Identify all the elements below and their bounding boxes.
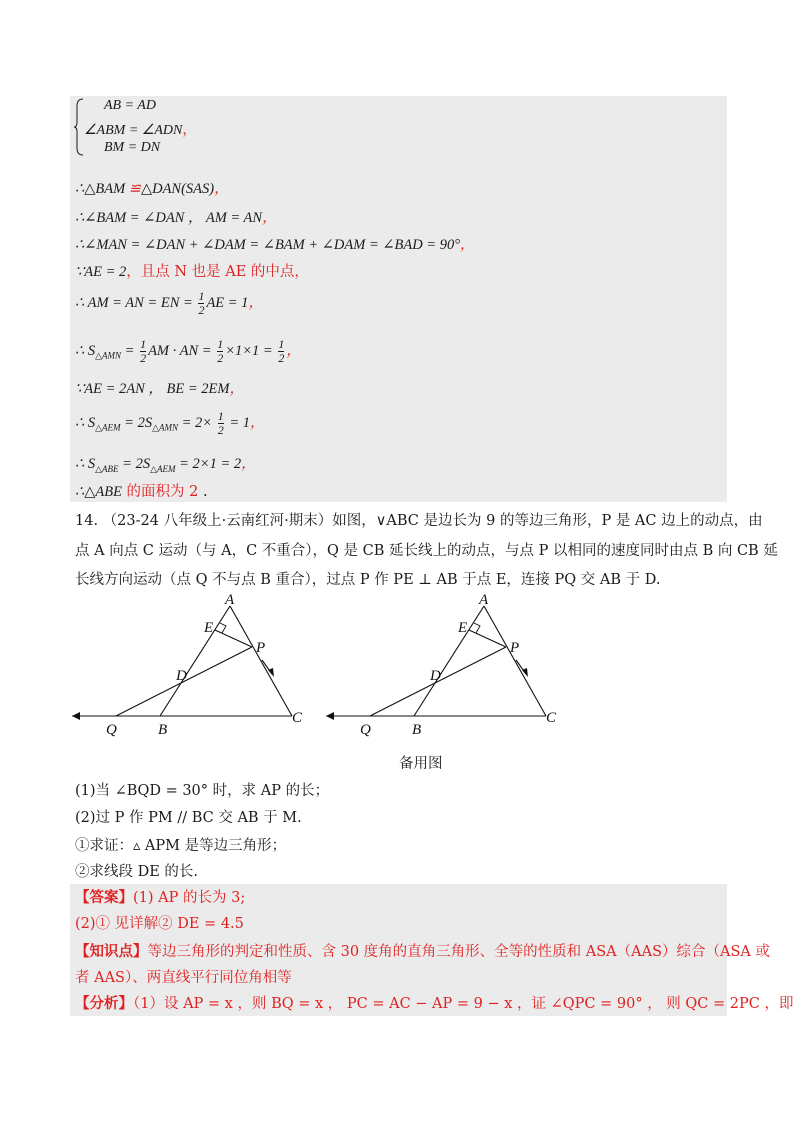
proof-line-7: ∵AE = 2AN ， BE = 2EM， xyxy=(75,381,244,397)
proof-line-9: ∴ $S_{\triangle ABE} = 2S_{\triangle AEM} = 2\times 1 = 2$， xyxy=(75,456,256,474)
proof-line-3: ∴∠MAN = ∠DAN + ∠DAM = ∠BAM + ∠DAM = ∠BAD = 90°， xyxy=(75,237,475,253)
label-p: P xyxy=(256,640,266,656)
label-e: E xyxy=(458,620,468,636)
subquestion-2a: ①求证：▵ APM 是等边三角形； xyxy=(75,838,287,854)
side-ac xyxy=(484,606,546,716)
figure-caption: 备用图 xyxy=(399,756,443,772)
side-ab xyxy=(414,606,484,716)
proof-line-1: ∴△BAM ≌△DAN(SAS)， xyxy=(75,181,229,197)
side-ab xyxy=(160,606,230,716)
label-q: Q xyxy=(106,722,117,738)
system-eq-1: AB = AD xyxy=(104,98,156,113)
question-line-1: 14. （23-24 八年级上·云南红河·期末）如图，∨ABC 是边长为 9 的等边三角形，P 是 AC 边上的动点，由 xyxy=(75,513,763,529)
label-q: Q xyxy=(360,722,371,738)
arrow-left-icon xyxy=(326,712,334,720)
proof-line-8: ∴ $S_{\triangle AEM} = 2S_{\triangle AMN} = 2\times$ $\frac{1}{2}$ = 1， xyxy=(75,409,265,437)
segment-pe xyxy=(469,630,506,647)
label-d: D xyxy=(430,668,441,684)
triangle-figure-main xyxy=(70,592,310,742)
answer-line-1: 【答案】(1) AP 的长为 3; xyxy=(75,889,246,906)
system-eq-3: BM = DN xyxy=(104,140,161,155)
right-angle-mark xyxy=(220,623,226,633)
system-eq-2: ∠ABM = ∠ADN， xyxy=(84,123,197,138)
answer-line-2: (2)① 见详解② DE = 4.5 xyxy=(75,916,244,932)
label-a: A xyxy=(225,592,235,608)
label-c: C xyxy=(292,710,303,726)
label-b: B xyxy=(158,722,168,738)
triangle-figure-backup xyxy=(324,592,564,742)
knowledge-line-1: 【知识点】等边三角形的判定和性质、含 30 度角的直角三角形、全等的性质和 ASA（AAS）综合（ASA 或 xyxy=(75,943,771,960)
proof-line-2: ∴∠BAM = ∠DAN ， AM = AN， xyxy=(75,210,277,226)
proof-line-6: ∴ $S_{\triangle AMN}$ = $\frac{1}{2}$ AM · AN = $\frac{1}{2}$ ×1×1 = $\frac{1}{2}$ ， xyxy=(75,337,301,365)
proof-line-10: ∴△ABE 的面积为 2 . xyxy=(75,484,208,500)
right-angle-mark xyxy=(474,623,480,633)
subquestion-1: (1)当 ∠BQD = 30° 时，求 AP 的长； xyxy=(75,783,330,799)
label-d: D xyxy=(176,668,187,684)
label-e: E xyxy=(204,620,214,636)
label-a: A xyxy=(479,592,489,608)
side-ac xyxy=(230,606,292,716)
subquestion-2b: ②求线段 DE 的长. xyxy=(75,864,199,880)
segment-pe xyxy=(215,630,252,647)
subquestion-2: (2)过 P 作 PM // BC 交 AB 于 M. xyxy=(75,810,302,826)
label-b: B xyxy=(412,722,422,738)
proof-line-4: ∵AE = 2，且点 N 也是 AE 的中点， xyxy=(75,264,309,280)
brace-icon xyxy=(74,98,84,156)
label-p: P xyxy=(510,640,520,656)
proof-line-5: ∴ AM = AN = EN = $\frac{1}{2}$ AE = 1， xyxy=(75,289,263,317)
question-line-3: 长线方向运动（点 Q 不与点 B 重合），过点 P 作 PE ⊥ AB 于点 E，连接 PQ 交 AB 于 D. xyxy=(75,572,661,588)
knowledge-line-2: 者 AAS）、两直线平行同位角相等 xyxy=(75,970,292,986)
label-c: C xyxy=(546,710,557,726)
question-line-2: 点 A 向点 C 运动（与 A，C 不重合），Q 是 CB 延长线上的动点，与点 P 以相同的速度同时由点 B 向 CB 延 xyxy=(75,543,778,559)
analysis-line: 【分析】（1）设 AP = x ，则 BQ = x ， PC = AC − AP = 9 − x ，证 ∠QPC = 90° ， 则 QC = 2PC ，即 xyxy=(75,995,794,1012)
arrow-left-icon xyxy=(72,712,80,720)
